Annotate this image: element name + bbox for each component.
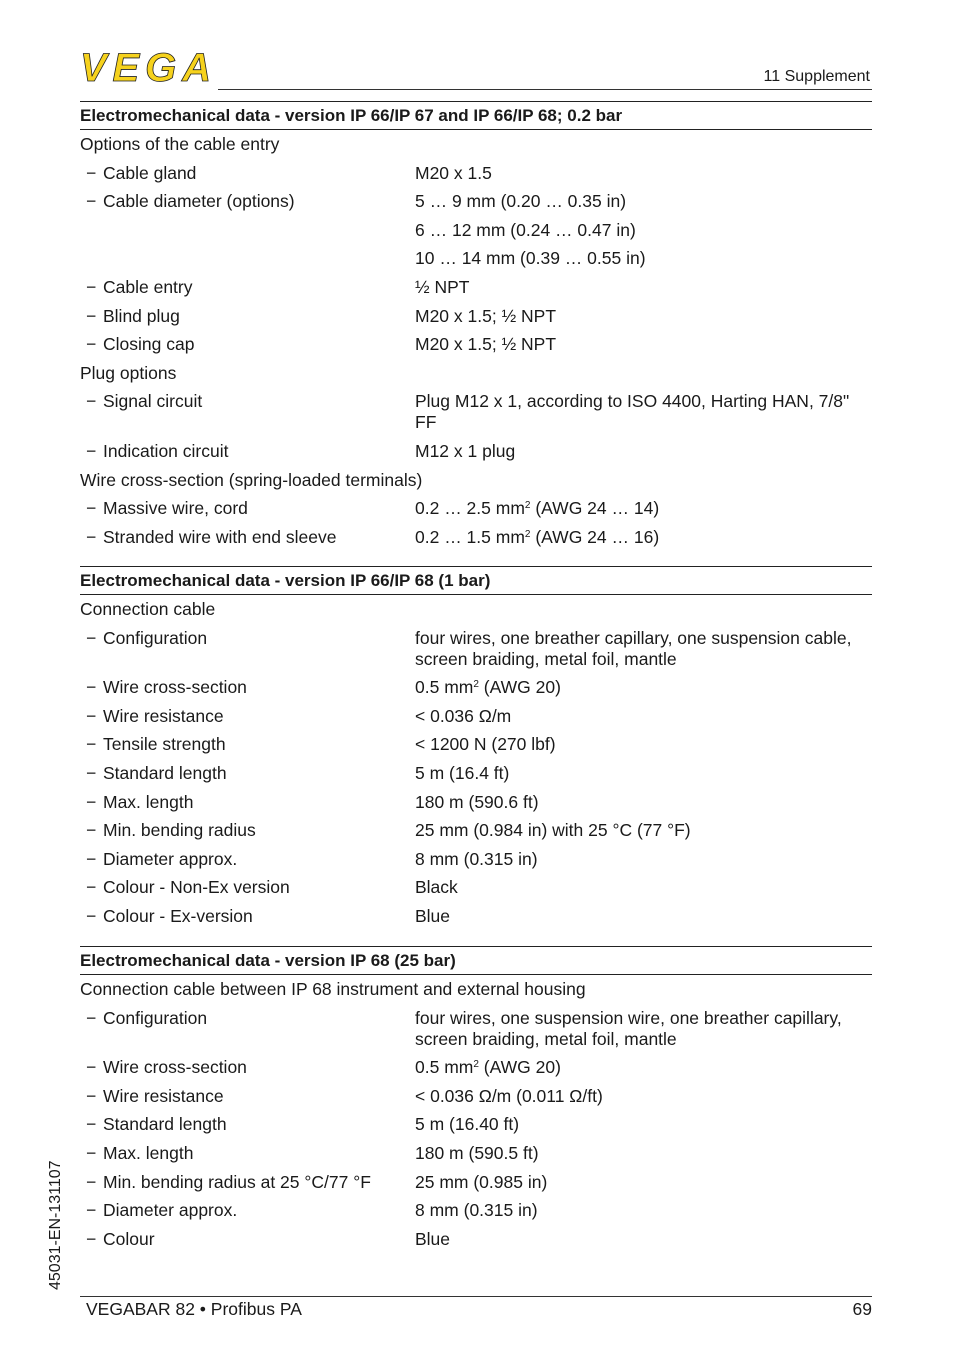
spec-row: 10 … 14 mm (0.39 … 0.55 in) xyxy=(415,248,646,269)
section-title: Electromechanical data - version IP 66/IP 68 (1 bar) xyxy=(80,566,872,595)
spec-row: − Indication circuit M12 x 1 plug xyxy=(86,440,516,461)
spec-row: − Tensile strength < 1200 N (270 lbf) xyxy=(86,734,556,755)
spec-row: − Massive wire, cord 0.2 … 2.5 $mm^2$ (AWG 24 … 14) xyxy=(86,498,660,519)
group-label: Wire cross-section (spring-loaded terminals) xyxy=(80,469,423,490)
spec-row: − Diameter approx. 8 mm (0.315 in) xyxy=(86,1200,538,1221)
group-label: Connection cable between IP 68 instrument and external housing xyxy=(80,979,586,999)
header-section-label: 11 Supplement xyxy=(763,68,870,85)
spec-row: − Signal circuit Plug M12 x 1, according to ISO 4400, Harting HAN, 7/8" FF xyxy=(86,391,850,433)
spec-row: − Wire cross-section 0.5 $mm^2$ (AWG 20) xyxy=(86,1057,561,1078)
spec-row: − Min. bending radius at 25 °C/77 °F 25 mm (0.985 in) xyxy=(86,1171,548,1192)
spec-row: − Colour Blue xyxy=(86,1228,451,1249)
svg-text:VEGA: VEGA xyxy=(80,50,210,84)
spec-row: − Configuration four wires, one suspension wire, one breather capillary, screen braiding, metal foil, mantle xyxy=(86,1007,842,1049)
section-title: Electromechanical data - version IP 68 (25 bar) xyxy=(80,946,872,975)
section-title: Electromechanical data - version IP 66/IP 67 and IP 66/IP 68; 0.2 bar xyxy=(80,101,872,130)
spec-row: − Cable gland M20 x 1.5 xyxy=(86,162,492,183)
spec-row: − Wire resistance < 0.036 Ω/m xyxy=(86,705,512,726)
spec-row: − Standard length 5 m (16.4 ft) xyxy=(86,762,510,783)
section-ip66-ip68-1bar xyxy=(80,566,872,931)
spec-row: − Max. length 180 m (590.6 ft) xyxy=(86,791,539,812)
spec-row: − Cable diameter (options) 5 … 9 mm (0.20 … 0.35 in) xyxy=(86,191,627,212)
document-code: 45031-EN-131107 xyxy=(47,1160,64,1290)
page-number: 69 xyxy=(852,1299,872,1319)
spec-row: − Standard length 5 m (16.40 ft) xyxy=(86,1114,520,1135)
spec-row: − Wire resistance < 0.036 Ω/m (0.011 Ω/ft) xyxy=(86,1085,603,1106)
spec-row: 6 … 12 mm (0.24 … 0.47 in) xyxy=(415,219,636,240)
spec-row: − Diameter approx. 8 mm (0.315 in) xyxy=(86,848,538,869)
group-label: Plug options xyxy=(80,362,177,383)
section-ip68-25bar xyxy=(80,946,872,1253)
spec-row: − Min. bending radius 25 mm (0.984 in) with 25 °C (77 °F) xyxy=(86,820,691,841)
header-divider xyxy=(218,89,872,90)
spec-row: − Colour - Ex-version Blue xyxy=(86,905,451,926)
group-label: Options of the cable entry xyxy=(80,134,280,154)
vega-logo xyxy=(80,50,212,84)
section-ip66-ip67 xyxy=(80,101,872,551)
spec-row: − Blind plug M20 x 1.5; ½ NPT xyxy=(86,305,557,326)
footer-product: VEGABAR 82 • Profibus PA xyxy=(86,1299,302,1319)
spec-row: − Closing cap M20 x 1.5; ½ NPT xyxy=(86,334,557,355)
footer-divider xyxy=(80,1296,872,1297)
spec-row: − Max. length 180 m (590.5 ft) xyxy=(86,1142,539,1163)
spec-row: − Cable entry ½ NPT xyxy=(86,276,470,297)
spec-row: − Colour - Non-Ex version Black xyxy=(86,877,458,898)
spec-row: − Configuration four wires, one breather capillary, one suspension cable, screen braiding, metal foil, mantle xyxy=(86,627,852,669)
spec-row: − Wire cross-section 0.5 $mm^2$ (AWG 20) xyxy=(86,677,561,698)
spec-row: − Stranded wire with end sleeve 0.2 … 1.5 $mm^2$ (AWG 24 … 16) xyxy=(86,526,660,547)
group-label: Connection cable xyxy=(80,599,216,619)
